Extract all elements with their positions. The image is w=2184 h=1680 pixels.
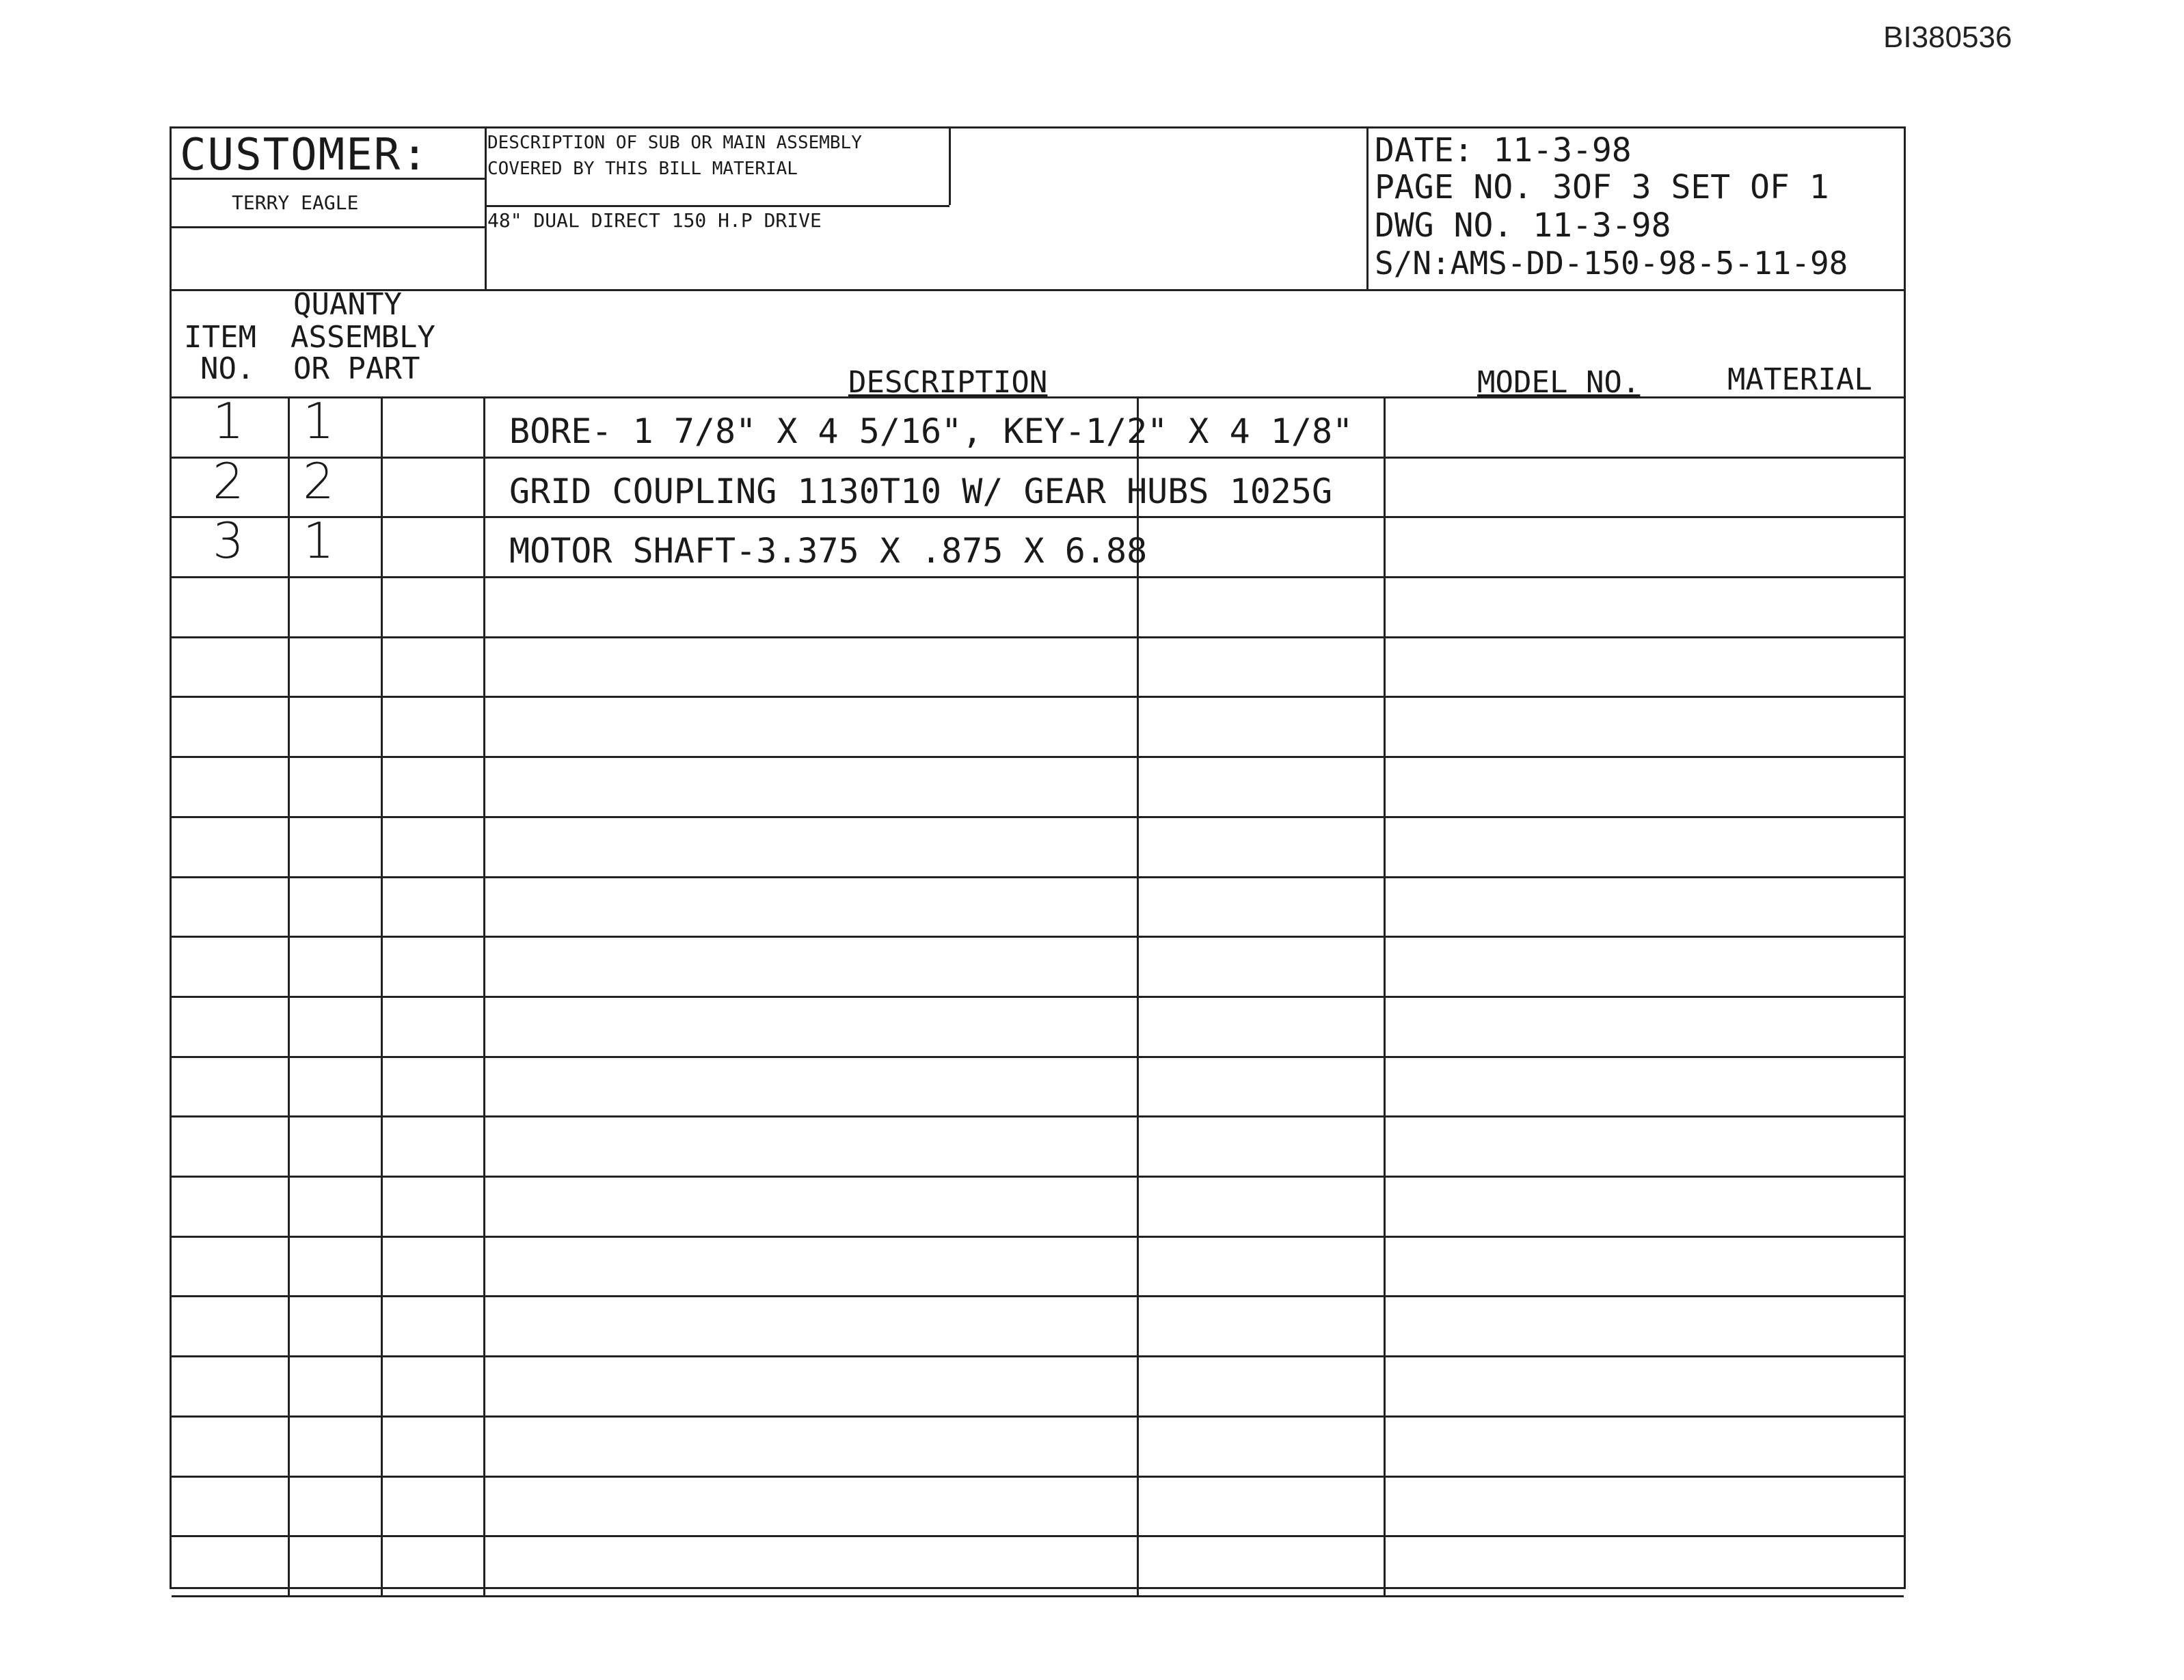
description-caption-line1: DESCRIPTION OF SUB OR MAIN ASSEMBLY <box>487 133 862 153</box>
table-row <box>172 512 1904 576</box>
table-row <box>172 1176 1904 1236</box>
table-row <box>172 936 1904 996</box>
row-divider <box>172 1595 1904 1597</box>
table-row <box>172 1056 1904 1116</box>
date-field: DATE: 11-3-98 <box>1375 131 1632 170</box>
assembly-description: 48" DUAL DIRECT 150 H.P DRIVE <box>487 209 822 232</box>
table-row <box>172 1296 1904 1356</box>
drawing-number-field: DWG NO. 11-3-98 <box>1375 206 1671 245</box>
item-number: 3 <box>213 512 244 570</box>
item-description: GRID COUPLING 1130T10 W/ GEAR HUBS 1025G <box>509 471 1333 511</box>
table-row <box>172 1236 1904 1296</box>
serial-number-field: S/N:AMS-DD-150-98-5-11-98 <box>1375 245 1848 282</box>
quantity: 2 <box>303 452 334 510</box>
table-row <box>172 1535 1904 1595</box>
page-field: PAGE NO. 3OF 3 SET OF 1 <box>1375 168 1829 206</box>
item-number: 1 <box>213 392 244 450</box>
customer-name: TERRY EAGLE <box>232 191 359 214</box>
table-row <box>172 452 1904 517</box>
column-header-assembly: ASSEMBLY <box>291 320 435 355</box>
table-row <box>172 1476 1904 1536</box>
description-caption-line2: COVERED BY THIS BILL MATERIAL <box>487 159 798 179</box>
table-row <box>172 816 1904 876</box>
column-header-quanty: QUANTY <box>293 287 402 322</box>
column-header-item: ITEM <box>184 320 256 355</box>
table-row <box>172 1115 1904 1176</box>
column-header-or-part: OR PART <box>293 351 420 386</box>
table-row <box>172 996 1904 1056</box>
table-row <box>172 636 1904 696</box>
parts-table <box>172 128 1904 1587</box>
table-row <box>172 876 1904 936</box>
quantity: 1 <box>303 512 334 570</box>
column-header-no: NO. <box>200 351 255 386</box>
item-number: 2 <box>213 452 244 510</box>
table-row <box>172 696 1904 757</box>
customer-label: CUSTOMER: <box>180 130 429 180</box>
document-id: BI380536 <box>1883 21 2012 54</box>
quantity: 1 <box>303 392 334 450</box>
table-row <box>172 1355 1904 1415</box>
table-row <box>172 392 1904 457</box>
column-header-description: DESCRIPTION <box>848 365 1048 400</box>
column-header-material: MATERIAL <box>1727 362 1872 397</box>
column-header-model-no: MODEL NO. <box>1477 365 1641 400</box>
table-row <box>172 576 1904 636</box>
table-row <box>172 756 1904 816</box>
bill-of-material-sheet <box>170 126 1906 1589</box>
item-description: BORE- 1 7/8" X 4 5/16", KEY-1/2" X 4 1/8" <box>509 411 1353 451</box>
item-description: MOTOR SHAFT-3.375 X .875 X 6.88 <box>509 531 1148 571</box>
table-row <box>172 1415 1904 1476</box>
